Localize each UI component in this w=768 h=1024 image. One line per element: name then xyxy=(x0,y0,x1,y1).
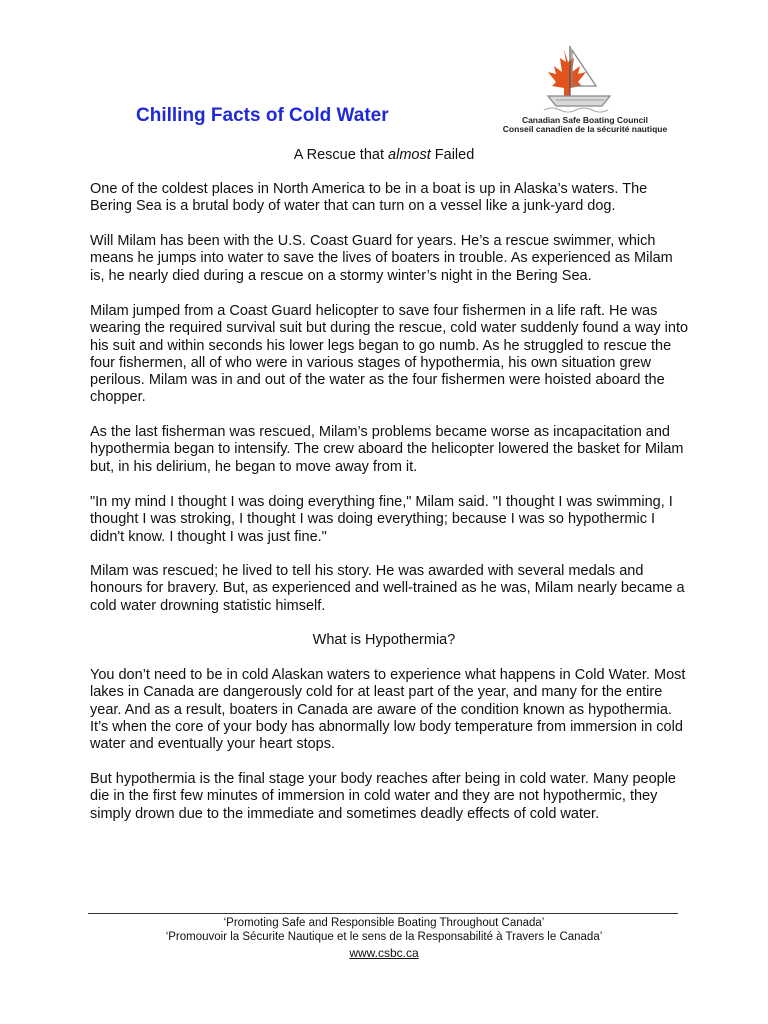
paragraph-4: As the last fisherman was rescued, Milam’s problems became worse as incapacitation and hypothermia began to intensify. The crew aboard the helicopter lowered the basket for Milam but, in his delirium, he began to move away from it. xyxy=(90,424,684,475)
footer-tagline-english: ‘Promoting Safe and Responsible Boating Throughout Canada’ xyxy=(223,917,545,929)
paragraph-3: Milam jumped from a Coast Guard helicopter to save four fishermen in a life raft. He was wearing the required survival suit but during the rescue, cold water suddenly found a way into his suit and within seconds his lower legs began to go numb. As he struggled to rescue the four fishermen, all of who were in various stages of hypothermia, his own situation grew perilous. Milam was in and out of the water as the four fishermen were hoisted aboard the chopper. xyxy=(90,303,689,406)
page-title: Chilling Facts of Cold Water xyxy=(136,105,389,126)
paragraph-5: "In my mind I thought I was doing everything fine," Milam said. "I thought I was swimming, I thought I was stroking, I thought I was doing everything; because I was so hypothermic I didn't know. I thought I was just fine." xyxy=(90,494,673,545)
footer-tagline-french: ‘Promouvoir la Sécurite Nautique et le sens de la Responsabilité à Travers le Canada’ xyxy=(165,931,603,943)
emphasis-almost: almost xyxy=(388,147,431,163)
footer-website-link[interactable] xyxy=(0,946,768,960)
paragraph-2: Will Milam has been with the U.S. Coast Guard for years. He’s a rescue swimmer, which means he jumps into water to save the lives of boaters in trouble. As experienced as Milam is, he nearly died during a rescue on a stormy winter’s night in the Bering Sea. xyxy=(90,233,673,284)
paragraph-6: Milam was rescued; he lived to tell his story. He was awarded with several medals and honours for bravery. But, as experienced and well-trained as he was, Milam nearly became a cold water drowning statistic himself. xyxy=(90,563,685,614)
sailboat-maple-leaf-icon xyxy=(534,40,634,115)
org-name-french: Conseil canadien de la sécurité nautique xyxy=(502,124,668,134)
footer-divider xyxy=(88,913,678,914)
org-logo xyxy=(500,40,670,136)
org-name-english: Canadian Safe Boating Council xyxy=(521,115,649,125)
section-heading-rescue: A Rescue that almost Failed xyxy=(293,147,475,163)
paragraph-7: You don’t need to be in cold Alaskan waters to experience what happens in Cold Water. Most lakes in Canada are dangerously cold for at least part of the year, and many for the entire year. And as a result, boaters in Canada are aware of the condition known as hypothermia. It’s when the core of your body has abnormally low body temperature from immersion in cold water and eventually your heart stops. xyxy=(90,667,686,753)
paragraph-1: One of the coldest places in North America to be in a boat is up in Alaska’s waters. The Bering Sea is a brutal body of water that can turn on a vessel like a junk-yard dog. xyxy=(90,181,648,215)
paragraph-8: But hypothermia is the final stage your body reaches after being in cold water. Many people die in the first few minutes of immersion in cold water and they are not hypothermic, they simply drown due to the immediate and sometimes deadly effects of cold water. xyxy=(90,771,676,822)
website-link[interactable]: www.csbc.ca xyxy=(349,946,419,960)
section-heading-hypothermia: What is Hypothermia? xyxy=(312,632,456,648)
